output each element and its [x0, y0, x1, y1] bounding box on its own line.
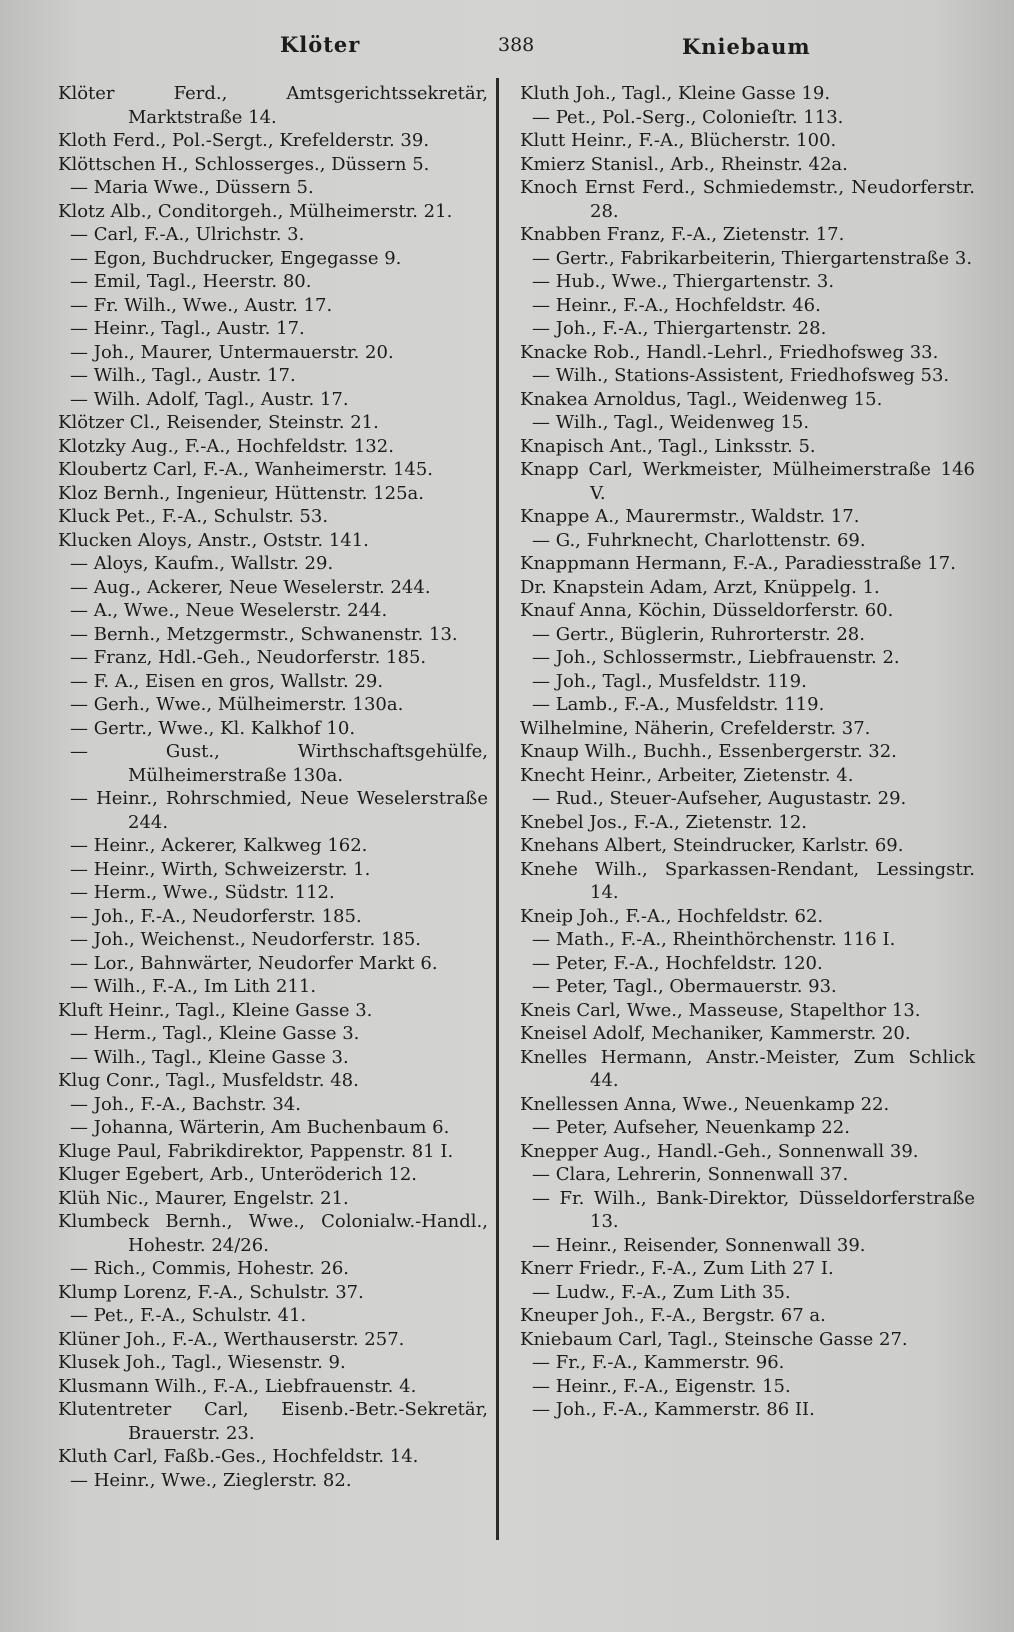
directory-entry — [58, 82, 494, 129]
entry-text: Klotzky Aug., F.-A., Hochfeldstr. 132. — [58, 435, 394, 457]
entry-text: — Carl, F.-A., Ulrichstr. 3. — [70, 224, 305, 245]
directory-entry — [520, 599, 975, 623]
entry-text: — Hub., Wwe., Thiergartenstr. 3. — [532, 271, 835, 292]
directory-entry — [58, 975, 488, 999]
directory-entry — [58, 1022, 488, 1046]
directory-entry — [58, 834, 488, 858]
entry-text: Kluth Carl, Faßb.-Ges., Hochfeldstr. 14. — [58, 1446, 419, 1467]
directory-entry — [520, 1116, 975, 1140]
entry-text: Kluge Paul, Fabrikdirektor, Pappenstr. 81 I. — [58, 1140, 454, 1162]
directory-entry — [58, 294, 488, 318]
directory-entry — [58, 670, 488, 694]
directory-entry — [520, 1375, 975, 1399]
entry-text: — Heinr., Wwe., Zieglerstr. 82. — [70, 1469, 352, 1491]
directory-entry — [520, 411, 975, 435]
entry-text: Knecht Heinr., Arbeiter, Zietenstr. 4. — [520, 764, 854, 786]
directory-entry — [520, 1046, 981, 1093]
directory-entry — [58, 505, 488, 529]
entry-text: — Maria Wwe., Düssern 5. — [70, 177, 314, 198]
entry-text: Knakea Arnoldus, Tagl., Weidenweg 15. — [520, 388, 883, 410]
entry-text: Kneis Carl, Wwe., Masseuse, Stapelthor 13. — [520, 999, 921, 1021]
directory-entry — [520, 787, 975, 811]
directory-entry — [58, 881, 488, 905]
entry-text: — Franz, Hdl.-Geh., Neudorferstr. 185. — [70, 647, 427, 668]
entry-text: Knapp Carl, Werkmeister, Mülheimerstraße 146 V. — [520, 459, 981, 504]
entry-text: — Wilh., F.-A., Im Lith 211. — [70, 976, 317, 997]
directory-entry — [58, 153, 488, 177]
entry-text: — Fr. Wilh., Wwe., Austr. 17. — [70, 294, 333, 316]
directory-entry — [520, 1187, 981, 1234]
directory-entry — [520, 1022, 975, 1046]
directory-entry — [58, 693, 488, 717]
directory-entry — [520, 223, 975, 247]
entry-text: Klutt Heinr., F.-A., Blücherstr. 100. — [520, 130, 837, 151]
directory-entry — [58, 200, 488, 224]
entry-text: — A., Wwe., Neue Weselerstr. 244. — [70, 600, 388, 621]
entry-text: Klüh Nic., Maurer, Engelstr. 21. — [58, 1187, 349, 1209]
directory-entry — [58, 646, 488, 670]
entry-text: Kluft Heinr., Tagl., Kleine Gasse 3. — [58, 999, 373, 1021]
directory-entry — [58, 317, 488, 341]
directory-entry — [58, 623, 488, 647]
directory-entry — [520, 1281, 975, 1305]
directory-entry — [520, 106, 975, 130]
directory-entry — [58, 1093, 488, 1117]
directory-entry — [58, 435, 488, 459]
directory-entry — [58, 1469, 488, 1493]
entry-text: — Gertr., Fabrikarbeiterin, Thiergartenstraße 3. — [532, 247, 973, 269]
entry-text: — Wilh., Stations-Assistent, Friedhofsweg 53. — [532, 365, 950, 386]
directory-entry — [58, 717, 488, 741]
entry-text: Klotz Alb., Conditorgeh., Mülheimerstr. 21. — [58, 200, 453, 222]
directory-entry — [58, 905, 488, 929]
directory-entry — [58, 952, 488, 976]
entry-text: Knebel Jos., F.-A., Zietenstr. 12. — [520, 811, 808, 833]
header-first-name: Klöter — [280, 32, 361, 57]
entry-text: — Heinr., Tagl., Austr. 17. — [70, 318, 305, 339]
directory-entry — [58, 552, 488, 576]
directory-entry — [58, 1116, 488, 1140]
directory-entry — [520, 364, 975, 388]
entry-text: — Gerh., Wwe., Mülheimerstr. 130a. — [70, 694, 404, 715]
entry-text: Klüner Joh., F.-A., Werthauserstr. 257. — [58, 1328, 405, 1350]
directory-entry — [520, 952, 975, 976]
directory-entry — [58, 1304, 488, 1328]
directory-entry — [58, 176, 488, 200]
directory-entry — [520, 129, 975, 153]
directory-entry — [520, 341, 975, 365]
directory-entry — [520, 811, 975, 835]
entry-text: — Joh., F.-A., Neudorferstr. 185. — [70, 905, 362, 927]
entry-text: — Fr., F.-A., Kammerstr. 96. — [532, 1352, 785, 1373]
directory-entry — [520, 435, 975, 459]
directory-entry — [520, 905, 975, 929]
entry-text: — Herm., Wwe., Südstr. 112. — [70, 882, 335, 903]
entry-text: — Joh., Maurer, Untermauerstr. 20. — [70, 341, 394, 363]
entry-text: — Heinr., Reisender, Sonnenwall 39. — [532, 1234, 866, 1256]
entry-text: Knehans Albert, Steindrucker, Karlstr. 69. — [520, 835, 904, 856]
directory-entry — [520, 975, 975, 999]
entry-text: Wilhelmine, Näherin, Crefelderstr. 37. — [520, 717, 871, 739]
directory-entry — [58, 1069, 488, 1093]
directory-entry — [520, 1163, 975, 1187]
entry-text: — Gertr., Büglerin, Ruhrorterstr. 28. — [532, 623, 865, 645]
entry-text: — Egon, Buchdrucker, Engegasse 9. — [70, 247, 402, 269]
directory-entry — [520, 247, 975, 271]
entry-text: Dr. Knapstein Adam, Arzt, Knüppelg. 1. — [520, 576, 880, 598]
directory-entry — [520, 693, 975, 717]
header-last-name: Kniebaum — [682, 34, 811, 59]
entry-text: — Peter, Tagl., Obermauerstr. 93. — [532, 976, 837, 997]
entry-text: — Peter, F.-A., Hochfeldstr. 120. — [532, 952, 823, 974]
entry-text: Knehe Wilh., Sparkassen-Rendant, Lessingstr. 14. — [520, 858, 981, 903]
directory-entry — [520, 153, 975, 177]
directory-entry — [520, 294, 975, 318]
column-divider — [496, 78, 499, 1540]
entry-text: — Lamb., F.-A., Musfeldstr. 119. — [532, 694, 825, 715]
directory-entry — [58, 1046, 488, 1070]
directory-entry — [520, 270, 975, 294]
directory-entry — [520, 623, 975, 647]
directory-entry — [520, 552, 975, 576]
entry-text: — Gust., Wirthschaftsgehülfe, Mülheimerstraße 130a. — [70, 741, 494, 786]
directory-entry — [520, 999, 975, 1023]
directory-entry — [520, 1398, 975, 1422]
directory-entry — [58, 1257, 488, 1281]
entry-text: Knellessen Anna, Wwe., Neuenkamp 22. — [520, 1093, 890, 1115]
directory-entry — [58, 928, 488, 952]
entry-text: Kloz Bernh., Ingenieur, Hüttenstr. 125a. — [58, 482, 424, 504]
directory-entry — [520, 834, 975, 858]
entry-text: — Joh., Weichenst., Neudorferstr. 185. — [70, 929, 422, 950]
entry-text: Kluger Egebert, Arb., Unteröderich 12. — [58, 1164, 418, 1185]
directory-entry — [58, 599, 488, 623]
entry-text: — Emil, Tagl., Heerstr. 80. — [70, 271, 312, 292]
directory-entry — [58, 129, 488, 153]
entry-text: — Wilh., Tagl., Weidenweg 15. — [532, 412, 810, 433]
directory-entry — [520, 1140, 975, 1164]
directory-entry — [520, 82, 975, 106]
directory-entry — [58, 529, 488, 553]
entry-text: — Aloys, Kaufm., Wallstr. 29. — [70, 553, 334, 574]
entry-text: — Wilh., Tagl., Kleine Gasse 3. — [70, 1046, 349, 1068]
directory-entry — [520, 1328, 975, 1352]
entry-text: — Pet., F.-A., Schulstr. 41. — [70, 1305, 307, 1326]
entry-text: Klump Lorenz, F.-A., Schulstr. 37. — [58, 1281, 364, 1303]
directory-entry — [58, 999, 488, 1023]
entry-text: — F. A., Eisen en gros, Wallstr. 29. — [70, 670, 384, 692]
directory-entry — [520, 388, 975, 412]
entry-text: — Rud., Steuer-Aufseher, Augustastr. 29. — [532, 788, 907, 809]
entry-text: — Lor., Bahnwärter, Neudorfer Markt 6. — [70, 952, 438, 974]
directory-entry — [58, 1351, 488, 1375]
page-number: 388 — [498, 34, 535, 56]
entry-text: Klötzer Cl., Reisender, Steinstr. 21. — [58, 412, 379, 433]
directory-entry — [520, 646, 975, 670]
directory-entry — [520, 1257, 975, 1281]
entry-text: Kloubertz Carl, F.-A., Wanheimerstr. 145. — [58, 459, 434, 480]
directory-entry — [58, 364, 488, 388]
directory-entry — [58, 1163, 488, 1187]
directory-entry — [58, 1398, 494, 1445]
entry-text: Kmierz Stanisl., Arb., Rheinstr. 42a. — [520, 153, 848, 175]
entry-text: Kneip Joh., F.-A., Hochfeldstr. 62. — [520, 905, 824, 927]
entry-text: Knoch Ernst Ferd., Schmiedemstr., Neudorferstr. 28. — [520, 177, 981, 222]
directory-entry — [58, 270, 488, 294]
entry-text: — Fr. Wilh., Bank-Direktor, Düsseldorferstraße 13. — [532, 1187, 981, 1232]
entry-text: Knelles Hermann, Anstr.-Meister, Zum Schlick 44. — [520, 1046, 981, 1091]
directory-entry — [520, 1304, 975, 1328]
directory-entry — [58, 223, 488, 247]
entry-text: — Heinr., F.-A., Eigenstr. 15. — [532, 1375, 791, 1397]
directory-entry — [520, 717, 975, 741]
entry-text: — Bernh., Metzgermstr., Schwanenstr. 13. — [70, 623, 458, 645]
directory-entry — [58, 1281, 488, 1305]
entry-text: — Gertr., Wwe., Kl. Kalkhof 10. — [70, 717, 356, 739]
directory-entry — [520, 1351, 975, 1375]
entry-text: Kluth Joh., Tagl., Kleine Gasse 19. — [520, 83, 831, 104]
directory-entry — [58, 576, 488, 600]
directory-entry — [58, 388, 488, 412]
entry-text: Knappmann Hermann, F.-A., Paradiesstraße 17. — [520, 553, 956, 574]
entry-text: Kneuper Joh., F.-A., Bergstr. 67 a. — [520, 1305, 826, 1326]
entry-text: Knabben Franz, F.-A., Zietenstr. 17. — [520, 224, 845, 245]
entry-text: Kniebaum Carl, Tagl., Steinsche Gasse 27. — [520, 1328, 908, 1350]
entry-text: Klucken Aloys, Anstr., Oststr. 141. — [58, 529, 369, 551]
entry-text: Knaup Wilh., Buchh., Essenbergerstr. 32. — [520, 741, 897, 762]
directory-entry — [520, 670, 975, 694]
directory-entry — [520, 529, 975, 553]
entry-text: Klutentreter Carl, Eisenb.-Betr.-Sekretär, Brauerstr. 23. — [58, 1399, 494, 1444]
entry-text: — Rich., Commis, Hohestr. 26. — [70, 1258, 349, 1279]
entry-text: — Joh., F.-A., Thiergartenstr. 28. — [532, 318, 827, 339]
page-header — [0, 28, 1014, 68]
directory-entry — [520, 1234, 975, 1258]
entry-text: — Johanna, Wärterin, Am Buchenbaum 6. — [70, 1117, 450, 1138]
entry-text: Knauf Anna, Köchin, Düsseldorferstr. 60. — [520, 600, 894, 621]
directory-entry — [520, 740, 975, 764]
entry-text: — Joh., Schlossermstr., Liebfrauenstr. 2. — [532, 647, 900, 668]
entry-text: — Joh., Tagl., Musfeldstr. 119. — [532, 670, 807, 692]
entry-text: Kluck Pet., F.-A., Schulstr. 53. — [58, 506, 329, 527]
entry-text: Klug Conr., Tagl., Musfeldstr. 48. — [58, 1070, 359, 1091]
directory-entry — [58, 1187, 488, 1211]
directory-entry — [520, 176, 981, 223]
directory-entry — [58, 740, 494, 787]
entry-text: — Heinr., F.-A., Hochfeldstr. 46. — [532, 294, 821, 316]
directory-entry — [58, 858, 488, 882]
entry-text: Klöter Ferd., Amtsgerichtssekretär, Marktstraße 14. — [58, 83, 494, 128]
directory-entry — [58, 411, 488, 435]
directory-entry — [58, 787, 494, 834]
entry-text: Knerr Friedr., F.-A., Zum Lith 27 I. — [520, 1258, 834, 1279]
directory-entry — [58, 1328, 488, 1352]
directory-entry — [58, 341, 488, 365]
entry-text: Knapisch Ant., Tagl., Linksstr. 5. — [520, 435, 816, 457]
directory-entry — [58, 1445, 488, 1469]
directory-entry — [58, 458, 488, 482]
entry-text: — Heinr., Rohrschmied, Neue Weselerstraße 244. — [70, 788, 494, 833]
entry-text: — Ludw., F.-A., Zum Lith 35. — [532, 1281, 791, 1303]
directory-entry — [520, 505, 975, 529]
entry-text: Knepper Aug., Handl.-Geh., Sonnenwall 39. — [520, 1140, 919, 1162]
entry-text: — Peter, Aufseher, Neuenkamp 22. — [532, 1117, 850, 1138]
entry-text: — Pet., Pol.-Serg., Colonieſtr. 113. — [532, 106, 844, 128]
directory-entry — [520, 858, 981, 905]
entry-text: — Joh., F.-A., Bachstr. 34. — [70, 1093, 301, 1115]
entry-text: Klumbeck Bernh., Wwe., Colonialw.-Handl., Hohestr. 24/26. — [58, 1211, 494, 1256]
entry-text: — Wilh., Tagl., Austr. 17. — [70, 365, 296, 386]
entry-text: — Heinr., Wirth, Schweizerstr. 1. — [70, 858, 371, 880]
directory-entry — [520, 764, 975, 788]
entry-text: — Joh., F.-A., Kammerstr. 86 II. — [532, 1399, 815, 1420]
entry-text: Klöttschen H., Schlosserges., Düssern 5. — [58, 153, 430, 175]
entry-text: Knappe A., Maurermstr., Waldstr. 17. — [520, 506, 860, 527]
directory-entry — [520, 317, 975, 341]
directory-entry — [520, 576, 975, 600]
directory-entry — [58, 482, 488, 506]
directory-entry — [520, 1093, 975, 1117]
entry-text: — Aug., Ackerer, Neue Weselerstr. 244. — [70, 576, 431, 598]
entry-text: — Clara, Lehrerin, Sonnenwall 37. — [532, 1164, 849, 1185]
entry-text: — Wilh. Adolf, Tagl., Austr. 17. — [70, 388, 349, 410]
directory-entry — [58, 1210, 494, 1257]
entry-text: — Heinr., Ackerer, Kalkweg 162. — [70, 835, 368, 856]
directory-entry — [520, 458, 981, 505]
entry-text: Klusmann Wilh., F.-A., Liebfrauenstr. 4. — [58, 1375, 417, 1397]
directory-entry — [58, 1140, 488, 1164]
entry-text: Knacke Rob., Handl.-Lehrl., Friedhofsweg 33. — [520, 341, 939, 363]
directory-entry — [520, 928, 975, 952]
entry-text: — G., Fuhrknecht, Charlottenstr. 69. — [532, 529, 866, 551]
entry-text: — Herm., Tagl., Kleine Gasse 3. — [70, 1023, 360, 1044]
left-column — [58, 82, 494, 1492]
entry-text: Klusek Joh., Tagl., Wiesenstr. 9. — [58, 1352, 346, 1373]
entry-text: Kneisel Adolf, Mechaniker, Kammerstr. 20. — [520, 1023, 911, 1044]
directory-entry — [58, 1375, 488, 1399]
directory-entry — [58, 247, 488, 271]
entry-text: — Math., F.-A., Rheinthörchenstr. 116 I. — [532, 929, 896, 950]
right-column — [520, 82, 981, 1422]
entry-text: Kloth Ferd., Pol.-Sergt., Krefelderstr. 39. — [58, 130, 430, 151]
